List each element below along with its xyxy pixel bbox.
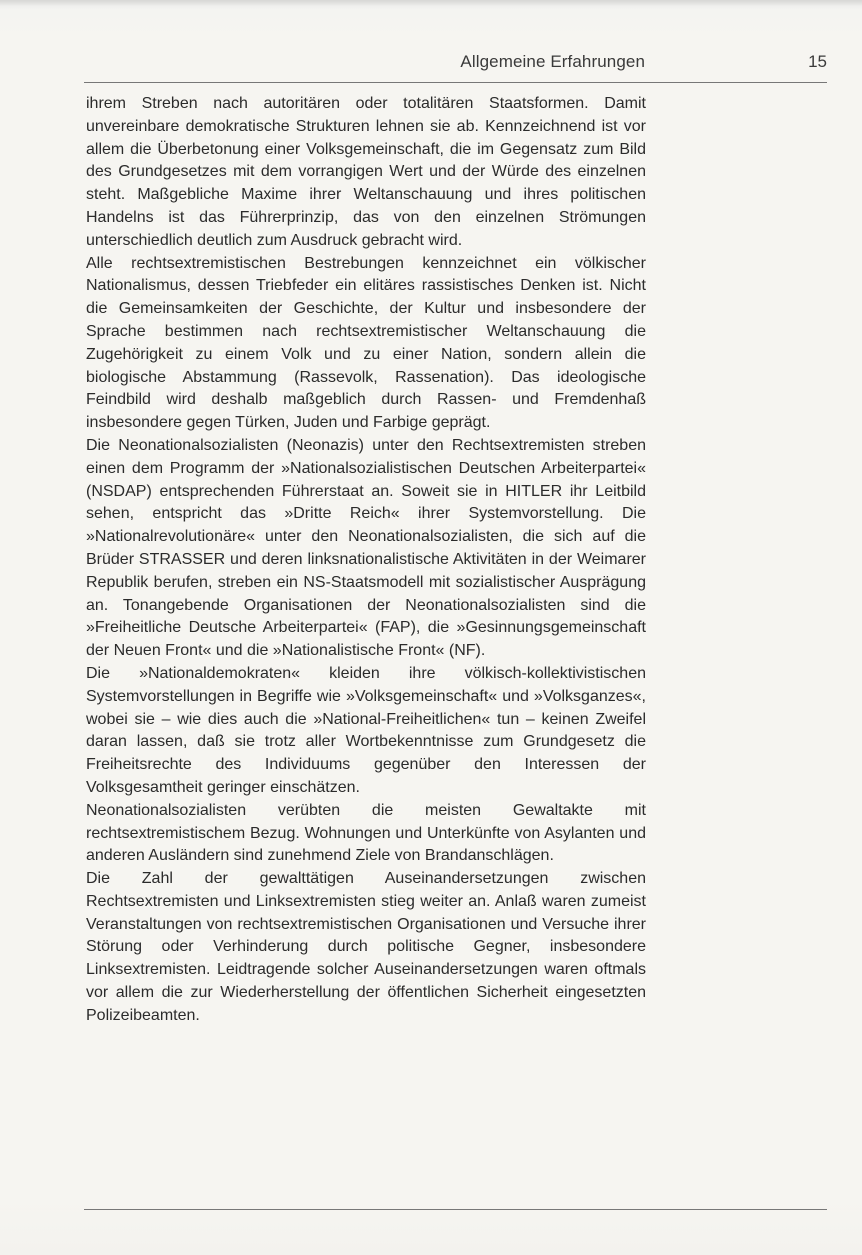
running-title: Allgemeine Erfahrungen — [460, 52, 645, 71]
header-rule — [84, 82, 827, 83]
page-number: 15 — [808, 52, 827, 71]
paragraph: Die »Nationaldemokraten« kleiden ihre völkisch-kollektivistischen Systemvorstellungen in Begriffe wie »Volksgemeinschaft« und »Volksganzes«, wobei sie – wie dies auch die »National-Freiheitlichen« tun – keinen Zweifel daran lassen, daß sie trotz aller Wortbekenntnisse zum Grundgesetz die Freiheitsrechte des Individuums gegenüber den Interessen der Volksgesamtheit geringer einschätzen. — [86, 664, 646, 796]
page-top-shadow — [0, 0, 862, 6]
paragraph: ihrem Streben nach autoritären oder totalitären Staatsformen. Damit unvereinbare demokratische Strukturen lehnen sie ab. Kennzeichnend ist vor allem die Überbetonung einer Volksgemeinschaft, die im Gegensatz zum Bild des Grundgesetzes mit dem vorrangigen Wert und der Würde des einzelnen steht. Maßgebliche Maxime ihrer Weltanschauung und ihres politischen Handelns ist das Führerprinzip, das von den einzelnen Strömungen unterschiedlich deutlich zum Ausdruck gebracht wird. — [86, 95, 646, 249]
footer-rule — [84, 1209, 827, 1210]
page-header — [84, 52, 827, 78]
paragraph: Alle rechtsextremistischen Bestrebungen kennzeichnet ein völkischer Nationalismus, dessen Triebfeder ein elitäres rassistisches Denken ist. Nicht die Gemeinsamkeiten der Geschichte, der Kultur und insbesondere der Sprache bestimmen nach rechtsextremistischer Weltanschauung die Zugehörigkeit zu einem Volk und zu einer Nation, sondern allein die biologische Abstammung (Rassevolk, Rassenation). Das ideologische Feindbild wird deshalb maßgeblich durch Rassen- und Fremdenhaß insbesondere gegen Türken, Juden und Farbige geprägt. — [86, 254, 646, 432]
body-text — [86, 93, 646, 1028]
paragraph: Die Neonationalsozialisten (Neonazis) unter den Rechtsextremisten streben einen dem Programm der »Nationalsozialistischen Deutschen Arbeiterpartei« (NSDAP) entsprechenden Führerstaat an. Soweit sie in HITLER ihr Leitbild sehen, entspricht das »Dritte Reich« ihrer Systemvorstellung. Die »Nationalrevolutionäre« unter den Neonationalsozialisten, die sich auf die Brüder STRASSER und deren linksnationalistische Aktivitäten in der Weimarer Republik berufen, streben ein NS-Staatsmodell mit sozialistischer Ausprägung an. Tonangebende Organisationen der Neonationalsozialisten sind die »Freiheitliche Deutsche Arbeiterpartei« (FAP), die »Gesinnungsgemeinschaft der Neuen Front« und die »Nationalistische Front« (NF). — [86, 436, 646, 660]
paragraph: Die Zahl der gewalttätigen Auseinandersetzungen zwischen Rechtsextremisten und Linksextremisten stieg weiter an. Anlaß waren zumeist Veranstaltungen von rechtsextremistischen Organisationen und Versuche ihrer Störung oder Verhinderung durch politische Gegner, insbesondere Linksextremisten. Leidtragende solcher Auseinandersetzungen waren oftmals vor allem die zur Wiederherstellung der öffentlichen Sicherheit eingesetzten Polizeibeamten. — [86, 870, 646, 1024]
paragraph: Neonationalsozialisten verübten die meisten Gewaltakte mit rechtsextremistischem Bezug. Wohnungen und Unterkünfte von Asylanten und anderen Ausländern sind zunehmend Ziele von Brandanschlägen. — [86, 801, 646, 865]
